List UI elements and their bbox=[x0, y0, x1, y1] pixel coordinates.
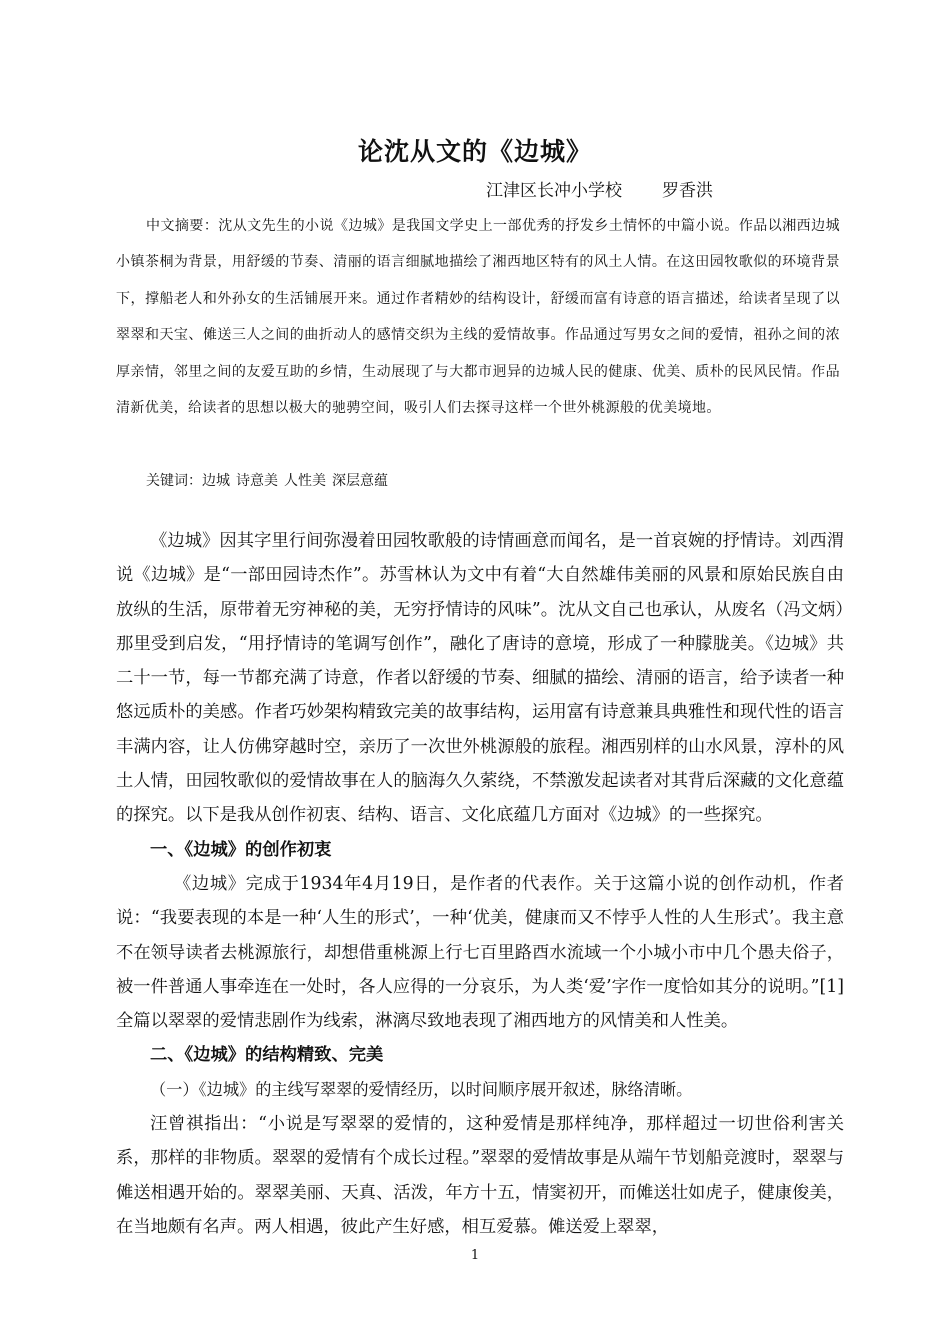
section-2-subheading: （一）《边城》的主线写翠翠的爱情经历，以时间顺序展开叙述，脉络清晰。 bbox=[150, 1079, 693, 1099]
keyword: 人性美 bbox=[284, 473, 326, 489]
keywords bbox=[146, 470, 394, 490]
keywords-label: 关键词： bbox=[146, 473, 202, 489]
keyword: 深层意蕴 bbox=[332, 473, 388, 489]
paper-title: 论沈从文的《边城》 bbox=[357, 137, 592, 166]
intro-paragraph: 《边城》因其字里行间弥漫着田园牧歌般的诗情画意而闻名，是一首哀婉的抒情诗。刘西渭说《边城》是“一部田园诗杰作”。苏雪林认为文中有着“大自然雄伟美丽的风景和原始民族自由放纵的生活，原带着无穷神秘的美，无穷抒情诗的风味”。沈从文自己也承认，从废名（冯文炳）那里受到启发，“用抒情诗的笔调写创作”，融化了唐诗的意境，形成了一种朦胧美。《边城》共二十一节，每一节都充满了诗意，作者以舒缓的节奏、细腻的描绘、清丽的语言，给予读者一种悠远质朴的美感。作者巧妙架构精致完美的故事结构，运用富有诗意兼具典雅性和现代性的语言丰满内容，让人仿佛穿越时空，亲历了一次世外桃源般的旅程。湘西别样的山水风景，淳朴的风土人情，田园牧歌似的爱情故事在人的脑海久久萦绕，不禁激发起读者对其背后深藏的文化意蕴的探究。以下是我从创作初衷、结构、语言、文化底蕴几方面对《边城》的一些探究。 bbox=[116, 531, 844, 826]
keyword: 诗意美 bbox=[236, 473, 278, 489]
abstract bbox=[116, 208, 840, 426]
abstract-text: 中文摘要：沈从文先生的小说《边城》是我国文学史上一部优秀的抒发乡土情怀的中篇小说。作品以湘西边城小镇茶桐为背景，用舒缓的节奏、清丽的语言细腻地描绘了湘西地区特有的风土人情。在这田园牧歌似的环境背景下，撑船老人和外孙女的生活铺展开来。通过作者精妙的结构设计，舒缓而富有诗意的语言描述，给读者呈现了以翠翠和天宝、傩送三人之间的曲折动人的感情交织为主线的爱情故事。作品通过写男女之间的爱情，祖孙之间的浓厚亲情，邻里之间的友爱互助的乡情，生动展现了与大都市迥异的边城人民的健康、优美、质朴的民风民情。作品清新优美，给读者的思想以极大的驰骋空间，吸引人们去探寻这样一个世外桃源般的优美境地。 bbox=[116, 218, 840, 417]
section-1-paragraph: 《边城》完成于1934年4月19日，是作者的代表作。关于这篇小说的创作动机，作者说：“我要表现的本是一种‘人生的形式’，一种‘优美，健康而又不悖乎人性的人生形式’。我主意不在领导读者去桃源旅行，却想借重桃源上行七百里路酉水流域一个小城小市中几个愚夫俗子，被一件普通人事牵连在一处时，各人应得的一分哀乐，为人类‘爱’字作一度恰如其分的说明。”[1]全篇以翠翠的爱情悲剧作为线索，淋漓尽致地表现了湘西地方的风情美和人性美。 bbox=[116, 873, 844, 1032]
page-number: 1 bbox=[470, 1248, 480, 1263]
keyword: 边城 bbox=[202, 473, 230, 489]
author-school: 江津区长冲小学校 bbox=[486, 181, 622, 201]
body-text bbox=[116, 524, 844, 1244]
section-1-heading: 一、《边城》的创作初衷 bbox=[150, 839, 332, 860]
author-name: 罗香洪 bbox=[662, 181, 713, 201]
author-line bbox=[486, 176, 713, 201]
section-2-paragraph: 汪曾祺指出：“小说是写翠翠的爱情的，这种爱情是那样纯净，那样超过一切世俗利害关系，那样的非物质。翠翠的爱情有个成长过程。”翠翠的爱情故事是从端午节划船竞渡时，翠翠与傩送相遇开始的。翠翠美丽、天真、活泼，年方十五，情窦初开，而傩送壮如虎子，健康俊美，在当地颇有名声。两人相遇，彼此产生好感，相互爱慕。傩送爱上翠翠， bbox=[116, 1114, 844, 1237]
section-2-heading: 二、《边城》的结构精致、完美 bbox=[150, 1045, 384, 1066]
